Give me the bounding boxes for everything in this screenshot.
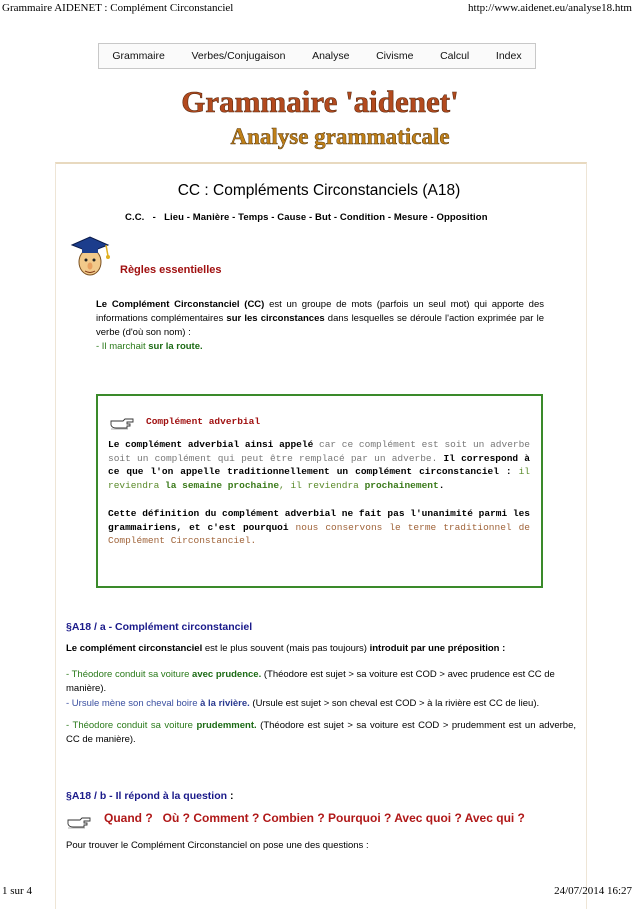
- secA-ex1-cc: avec prudence.: [192, 669, 262, 680]
- adv-p1-example-b: , il reviendra: [279, 479, 365, 491]
- intro-example: - Il marchait: [96, 341, 149, 352]
- adv-p1-example-cc: la semaine prochaine: [165, 479, 280, 491]
- section-a-example-3: [66, 719, 576, 747]
- section-a-example-1: [66, 668, 576, 696]
- nav-bar: [98, 43, 536, 69]
- secA-ex1-analysis: (Théodore est sujet > sa voiture est COD > avec prudence est CC de manière).: [66, 669, 555, 694]
- page-title: CC : Compléments Circonstanciels (A18): [177, 182, 461, 199]
- pointing-hand-icon: [66, 815, 92, 829]
- cc-categories: C.C. - Lieu - Manière - Temps - Cause - But - Condition - Mesure - Opposition: [125, 212, 488, 223]
- nav-calcul[interactable]: Calcul: [440, 50, 470, 62]
- secA-ex3-analysis: (Théodore est sujet > sa voiture est COD > prudemment est un adverbe, CC de manière).: [66, 720, 576, 745]
- secA-intro-emphasis: introduit par une préposition :: [369, 643, 506, 654]
- adv-p2-statement: Cette définition du complément adverbial ne fait pas l'unanimité parmi les grammairiens, et c'est pourquoi: [108, 508, 530, 533]
- secA-intro-term: Le complément circonstanciel: [66, 643, 203, 654]
- nav-civisme[interactable]: Civisme: [376, 50, 414, 62]
- secA-ex1-sentence: - Théodore conduit sa voiture: [66, 669, 193, 680]
- banner-title: Grammaire 'aidenet': [181, 84, 459, 119]
- intro-term: Le Complément Circonstanciel (CC): [96, 299, 265, 310]
- questions-list: Quand ? Où ? Comment ? Combien ? Pourquoi ? Avec quoi ? Avec qui ?: [104, 811, 525, 825]
- secA-ex2-analysis: (Ursule est sujet > son cheval est COD > à la rivière est CC de lieu).: [249, 698, 540, 709]
- banner-logo: [150, 82, 490, 157]
- intro-emphasis: sur les circonstances: [226, 313, 325, 324]
- secB-head-colon: :: [227, 790, 234, 802]
- nav-index[interactable]: Index: [495, 50, 522, 62]
- section-a-heading: §A18 / a - Complément circonstanciel: [66, 621, 253, 633]
- intro-paragraph: [96, 298, 544, 354]
- intro-text-1: est un groupe de mots (parfois un seul mot) qui apporte des informations complémentaires: [96, 299, 544, 324]
- banner-subtitle: Analyse grammaticale: [230, 124, 450, 149]
- adv-p1-example-adv: prochainement: [364, 479, 439, 491]
- print-url: http://www.aidenet.eu/analyse18.htm: [468, 2, 632, 14]
- adverbial-paragraph-1: [108, 438, 530, 492]
- adv-p1-end: .: [438, 479, 445, 491]
- nav-analyse[interactable]: Analyse: [312, 50, 350, 62]
- pointing-hand-icon: [110, 416, 134, 430]
- pour-trouver-text: Pour trouver le Complément Circonstanciel on pose une des questions :: [66, 840, 369, 851]
- adv-p2-note: nous conservons le terme traditionnel de Complément Circonstanciel.: [108, 521, 530, 546]
- intro-text-2: dans lesquelles se déroule l'action exprimée par le verbe (d'où son nom) :: [96, 313, 544, 338]
- adv-p1-term: Le complément adverbial ainsi appelé: [108, 439, 314, 450]
- adv-p1-example-a: il reviendra: [108, 466, 530, 491]
- secA-intro-text: est le plus souvent (mais pas toujours): [202, 643, 370, 654]
- nav-grammaire[interactable]: Grammaire: [112, 50, 165, 62]
- nav-verbes-conjugaison[interactable]: Verbes/Conjugaison: [191, 50, 286, 62]
- regles-heading: Règles essentielles: [120, 264, 222, 276]
- secA-ex2-cc: à la rivière.: [200, 698, 250, 709]
- adv-p1-text: car ce complément est soit un adverbe soit un complément qui peut être remplacé par un adverbe.: [108, 439, 530, 464]
- secA-ex3-sentence: - Théodore conduit sa voiture: [66, 720, 197, 731]
- print-title: Grammaire AIDENET : Complément Circonstanciel: [2, 2, 234, 14]
- adverbial-title: Complément adverbial: [146, 416, 261, 427]
- print-page-number: 1 sur 4: [2, 885, 32, 897]
- secB-head-text: §A18 / b - Il répond à la question: [66, 790, 228, 802]
- print-date: 24/07/2014 16:27: [554, 885, 632, 897]
- section-a-intro: [66, 643, 505, 654]
- secA-ex2-sentence: - Ursule mène son cheval boire: [66, 698, 201, 709]
- graduate-mascot-icon: [66, 232, 114, 280]
- section-a-example-2: [66, 697, 576, 711]
- secA-ex3-cc: prudemment.: [196, 720, 257, 731]
- intro-example-cc: sur la route.: [148, 341, 203, 352]
- adv-p1-statement: Il correspond à ce que l'on appelle traditionnellement un complément circonstanciel :: [108, 452, 531, 477]
- adverbial-paragraph-2: [108, 507, 530, 548]
- section-b-heading: [66, 790, 233, 802]
